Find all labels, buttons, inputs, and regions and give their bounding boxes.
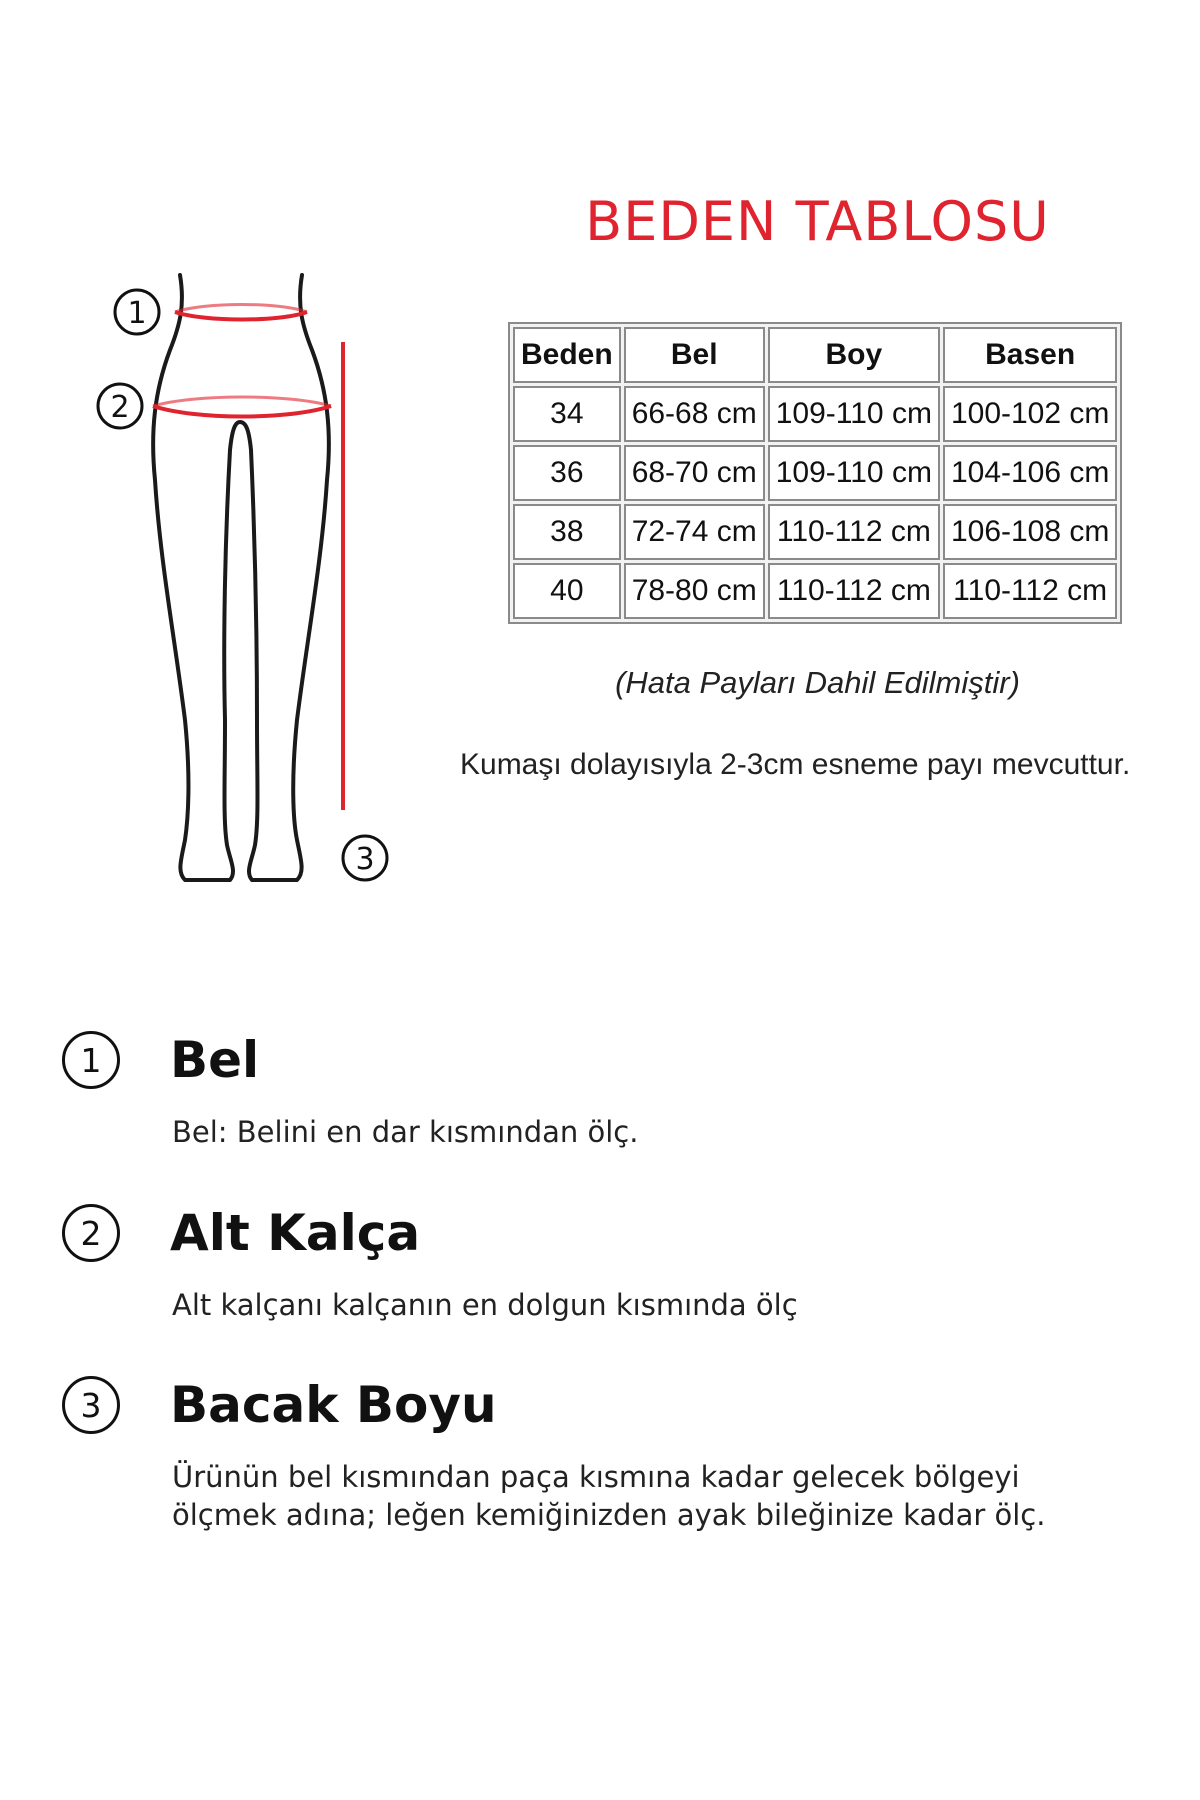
guide-desc-hip: Alt kalçanı kalçanın en dolgun kısmında ölç bbox=[172, 1288, 798, 1322]
guide-desc-leg-length: Ürünün bel kısmından paça kısmına kadar gelecek bölgeyi ölçmek adına; leğen kemiğinizden ayak bileğinize kadar ölç. bbox=[172, 1460, 1046, 1532]
number-2-icon: 2 bbox=[62, 1204, 120, 1262]
guide-title-leg-length: Bacak Boyu bbox=[170, 1376, 497, 1434]
cell-basen: 106-108 cm bbox=[943, 504, 1117, 560]
guide-desc-waist: Bel: Belini en dar kısmından ölç. bbox=[172, 1115, 639, 1149]
guide-item-leg-length bbox=[62, 1370, 1112, 1534]
number-1-icon: 1 bbox=[62, 1031, 120, 1089]
table-row bbox=[513, 386, 1117, 442]
marker-1-icon bbox=[115, 290, 159, 334]
header-boy: Boy bbox=[768, 327, 940, 383]
marker-1-label: 1 bbox=[127, 296, 147, 331]
table-row bbox=[513, 504, 1117, 560]
guide-item-waist bbox=[62, 1025, 1112, 1151]
cell-size: 40 bbox=[513, 563, 621, 619]
number-3-icon: 3 bbox=[62, 1376, 120, 1434]
guide-item-hip bbox=[62, 1198, 1112, 1324]
size-chart-title: BEDEN TABLOSU bbox=[585, 190, 1050, 253]
cell-bel: 68-70 cm bbox=[624, 445, 765, 501]
cell-size: 38 bbox=[513, 504, 621, 560]
leggings-figure bbox=[85, 260, 415, 920]
table-row bbox=[513, 445, 1117, 501]
size-table bbox=[508, 322, 1122, 624]
cell-boy: 110-112 cm bbox=[768, 504, 940, 560]
cell-size: 36 bbox=[513, 445, 621, 501]
table-header-row bbox=[513, 327, 1117, 383]
cell-basen: 100-102 cm bbox=[943, 386, 1117, 442]
marker-3-icon bbox=[343, 836, 387, 880]
cell-basen: 104-106 cm bbox=[943, 445, 1117, 501]
table-row bbox=[513, 563, 1117, 619]
tolerance-note: (Hata Payları Dahil Edilmiştir) bbox=[615, 665, 1020, 700]
guide-title-hip: Alt Kalça bbox=[170, 1204, 421, 1262]
cell-boy: 109-110 cm bbox=[768, 386, 940, 442]
marker-3-label: 3 bbox=[355, 842, 375, 877]
marker-2-icon bbox=[98, 384, 142, 428]
cell-size: 34 bbox=[513, 386, 621, 442]
cell-bel: 78-80 cm bbox=[624, 563, 765, 619]
cell-basen: 110-112 cm bbox=[943, 563, 1117, 619]
guide-title-waist: Bel bbox=[170, 1031, 260, 1089]
marker-2-label: 2 bbox=[110, 390, 130, 425]
header-basen: Basen bbox=[943, 327, 1117, 383]
cell-boy: 110-112 cm bbox=[768, 563, 940, 619]
header-beden: Beden bbox=[513, 327, 621, 383]
cell-bel: 72-74 cm bbox=[624, 504, 765, 560]
hip-line bbox=[153, 406, 331, 417]
leggings-outline bbox=[85, 260, 415, 920]
cell-boy: 109-110 cm bbox=[768, 445, 940, 501]
waist-line bbox=[175, 312, 307, 320]
stretch-note: Kumaşı dolayısıyla 2-3cm esneme payı mevcuttur. bbox=[460, 748, 1131, 781]
cell-bel: 66-68 cm bbox=[624, 386, 765, 442]
header-bel: Bel bbox=[624, 327, 765, 383]
